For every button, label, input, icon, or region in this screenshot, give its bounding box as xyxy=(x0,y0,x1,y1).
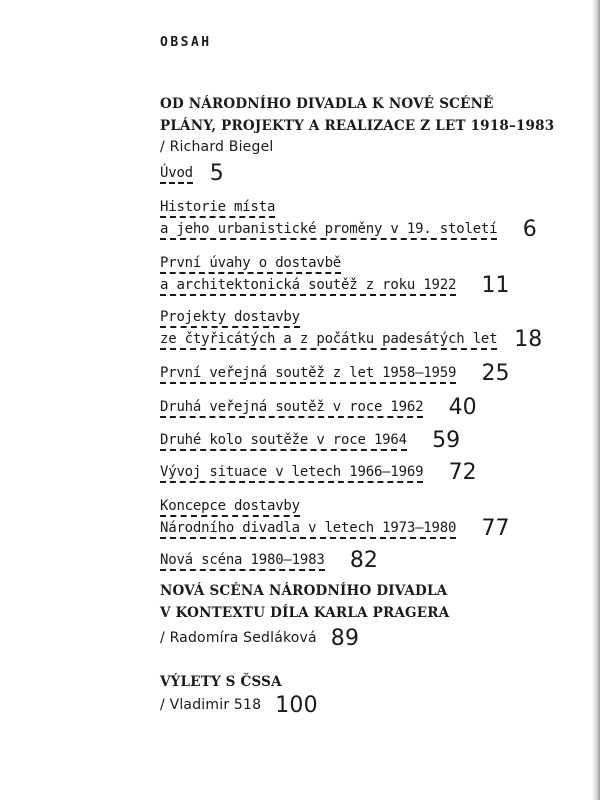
section-1-title-line-1: OD NÁRODNÍHO DIVADLA K NOVÉ SCÉNĚ xyxy=(160,96,494,112)
page-number: 59 xyxy=(432,428,461,453)
toc-entry-text: První úvahy o dostavbě xyxy=(160,255,341,274)
toc-entry-historie-mista[interactable] xyxy=(160,196,537,241)
section-1-header xyxy=(160,93,554,157)
toc-entry-text: Historie místa xyxy=(160,199,275,218)
page-number: 18 xyxy=(514,327,543,352)
page-number: 100 xyxy=(275,693,318,718)
section-3[interactable] xyxy=(160,671,318,717)
page-number: 89 xyxy=(330,626,360,651)
toc-entry-druhe-kolo[interactable] xyxy=(160,429,460,452)
toc-entry-text: Národního divadla v letech 1973–1980 xyxy=(160,520,456,539)
section-2[interactable] xyxy=(160,580,449,650)
toc-entry-text: ze čtyřicátých a z počátku padesátých let xyxy=(160,331,497,350)
section-1-author: / Richard Biegel xyxy=(160,139,274,155)
page-number: 77 xyxy=(481,516,510,541)
toc-entry-prvni-verejna-soutez[interactable] xyxy=(160,362,510,385)
toc-entry-text: Úvod xyxy=(160,165,193,184)
toc-entry-koncepce-dostavby[interactable] xyxy=(160,495,510,540)
page-heading: OBSAH xyxy=(160,35,212,50)
page-number: 5 xyxy=(209,161,224,186)
page-number: 72 xyxy=(448,460,477,485)
table-of-contents xyxy=(160,0,580,800)
toc-entry-text: Projekty dostavby xyxy=(160,309,300,328)
page-edge-shadow xyxy=(592,0,600,800)
page-number: 82 xyxy=(349,548,378,573)
toc-entry-text: Vývoj situace v letech 1966–1969 xyxy=(160,464,423,483)
section-2-title-line-1: NOVÁ SCÉNA NÁRODNÍHO DIVADLA xyxy=(160,583,448,599)
section-2-author: / Radomíra Sedláková xyxy=(160,630,317,646)
toc-entry-text: První veřejná soutěž z let 1958–1959 xyxy=(160,365,456,384)
toc-entry-uvod[interactable] xyxy=(160,162,224,185)
toc-entry-text: a architektonická soutěž z roku 1922 xyxy=(160,277,456,296)
toc-entry-nova-scena[interactable] xyxy=(160,549,378,572)
toc-entry-text: a jeho urbanistické proměny v 19. století xyxy=(160,221,497,240)
section-1-title-line-2: PLÁNY, PROJEKTY A REALIZACE Z LET 1918–1983 xyxy=(160,118,555,134)
section-2-title-line-2: V KONTEXTU DÍLA KARLA PRAGERA xyxy=(160,605,450,621)
page-number: 6 xyxy=(522,217,537,242)
toc-entry-text: Nová scéna 1980–1983 xyxy=(160,552,325,571)
page-number: 40 xyxy=(448,395,477,420)
section-3-title: VÝLETY S ČSSA xyxy=(160,674,282,690)
toc-entry-projekty-dostavby[interactable] xyxy=(160,306,542,351)
page-number: 25 xyxy=(481,361,510,386)
page-number: 11 xyxy=(481,273,510,298)
toc-entry-text: Druhá veřejná soutěž v roce 1962 xyxy=(160,399,423,418)
toc-entry-vyvoj-situace[interactable] xyxy=(160,461,477,484)
toc-entry-text: Koncepce dostavby xyxy=(160,498,300,517)
toc-entry-prvni-uvahy[interactable] xyxy=(160,252,510,297)
toc-entry-druha-verejna-soutez[interactable] xyxy=(160,396,477,419)
section-3-author: / Vladimir 518 xyxy=(160,697,262,713)
toc-entry-text: Druhé kolo soutěže v roce 1964 xyxy=(160,432,407,451)
